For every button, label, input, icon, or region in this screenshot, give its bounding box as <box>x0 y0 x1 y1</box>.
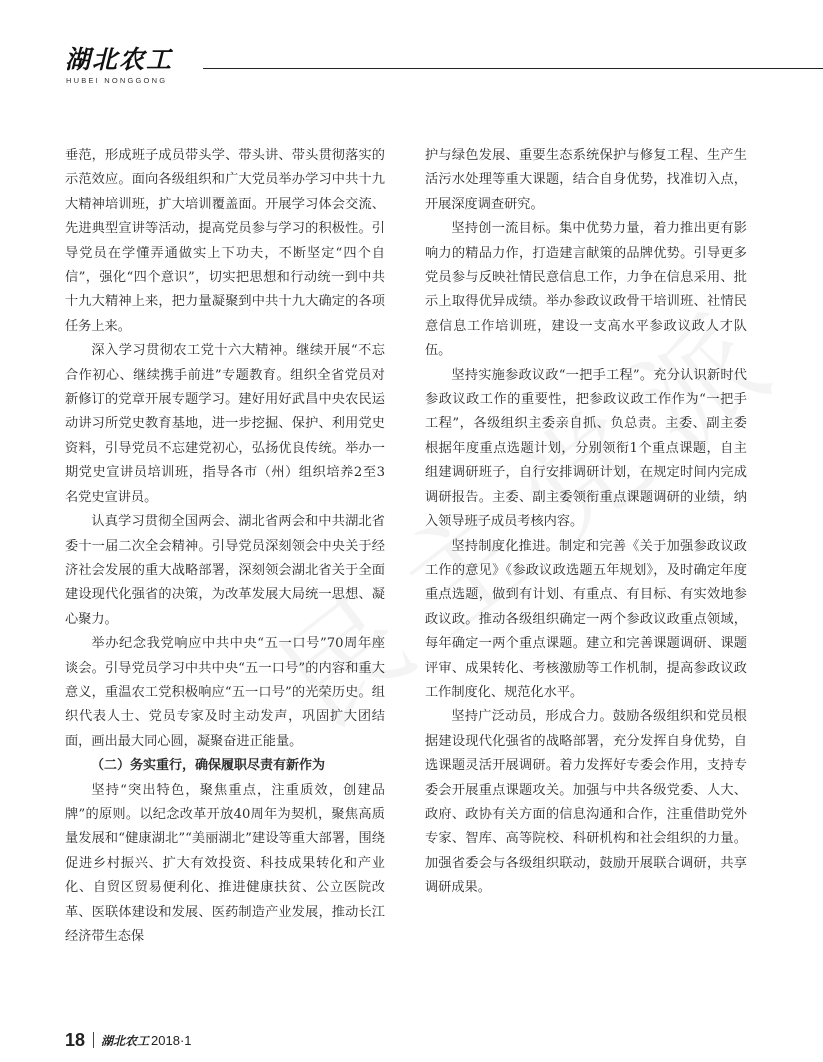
page-number: 18 <box>65 1029 86 1050</box>
masthead <box>65 46 823 86</box>
footer-issue: 2018·1 <box>151 1032 192 1048</box>
magazine-logo-pinyin: HUBEI NONGGONG <box>66 76 168 85</box>
footer-divider <box>93 1032 94 1048</box>
page-footer <box>65 1029 192 1051</box>
left-column <box>65 144 385 949</box>
body-paragraph: 举办纪念我党响应中共中央“五一口号”70周年座谈会。引导党员学习中共中央“五一口号”的内容和重大意义，重温农工党积极响应“五一口号”的光荣历史。组织代表人士、党员专家及时主动发声，巩固扩大团结面，画出最大同心圆，凝聚奋进正能量。 <box>65 636 385 749</box>
body-paragraph: 坚持“突出特色，聚焦重点，注重质效，创建品牌”的原则。以纪念改革开放40周年为契机，聚焦高质量发展和“健康湖北”“美丽湖北”建设等重大部署，围绕促进乡村振兴、扩大有效投资、科技成果转化和产业化、自贸区贸易便利化、推进健康扶贫、公立医院改革、医联体建设和发展、医药制造产业发展，推动长江经济带生态保 <box>65 782 385 944</box>
body-paragraph: 深入学习贯彻农工党十六大精神。继续开展“不忘合作初心、继续携手前进”专题教育。组织全省党员对新修订的党章开展专题学习。建好用好武昌中央农民运动讲习所党史教育基地，进一步挖掘、保护、利用党史资料，引导党员不忘建党初心，弘扬优良传统。举办一期党史宣讲员培训班，指导各市（州）组织培养2至3名党史宣讲员。 <box>65 343 385 505</box>
body-paragraph: 坚持广泛动员，形成合力。鼓励各级组织和党员根据建设现代化强省的战略部署，充分发挥自身优势，自选课题灵活开展调研。着力发挥好专委会作用，支持专委会开展重点课题攻关。加强与中共各级党委、人大、政府、政协有关方面的信息沟通和合作，注重借助党外专家、智库、高等院校、科研机构和社会组织的力量。加强省委会与各级组织联动，鼓励开展联合调研，共享调研成果。 <box>425 709 747 896</box>
right-column <box>425 144 747 901</box>
body-paragraph: 垂范，形成班子成员带头学、带头讲、带头贯彻落实的示范效应。面向各级组织和广大党员举办学习中共十九大精神培训班，扩大培训覆盖面。开展学习体会交流、先进典型宣讲等活动，提高党员参与学习的积极性。引导党员在学懂弄通做实上下功夫，不断坚定“四个自信”，强化“四个意识”，切实把思想和行动统一到中共十九大精神上来，把力量凝聚到中共十九大确定的各项任务上来。 <box>65 148 385 334</box>
footer-magazine-name: 湖北农工 <box>101 1033 150 1048</box>
header-rule <box>203 68 823 69</box>
magazine-logo: 湖北农工 <box>65 45 174 74</box>
body-paragraph: 坚持制度化推进。制定和完善《关于加强参政议政工作的意见》《参政议政选题五年规划》，及时确定年度重点选题，做到有计划、有重点、有目标、有实效地参政议政。推动各级组织确定一两个参政议政重点领域，每年确定一两个重点课题。建立和完善课题调研、课题评审、成果转化、考核激励等工作机制，提高参政议政工作制度化、规范化水平。 <box>425 538 747 700</box>
body-paragraph: 护与绿色发展、重要生态系统保护与修复工程、生产生活污水处理等重大课题，结合自身优势，找准切入点，开展深度调查研究。 <box>425 148 747 212</box>
body-paragraph: 认真学习贯彻全国两会、湖北省两会和中共湖北省委十一届二次全会精神。引导党员深刻领会中央关于经济社会发展的重大战略部署，深刻领会湖北省关于全面建设现代化强省的决策，为改革发展大局统一思想、凝心聚力。 <box>65 514 385 627</box>
body-paragraph: 坚持实施参政议政“一把手工程”。充分认识新时代参政议政工作的重要性，把参政议政工作作为“一把手工程”，各级组织主委亲自抓、负总责。主委、副主委根据年度重点选题计划，分别领衔1个重点课题，自主组建调研班子，自行安排调研计划，在规定时间内完成调研报告。主委、副主委领衔重点课题调研的业绩，纳入领导班子成员考核内容。 <box>425 367 747 530</box>
body-paragraph: 坚持创一流目标。集中优势力量，着力推出更有影响力的精品力作，打造建言献策的品牌优势。引导更多党员参与反映社情民意信息工作，力争在信息采用、批示上取得优异成绩。举办参政议政骨干培训班、社情民意信息工作培训班，建设一支高水平参政议政人才队伍。 <box>425 221 747 359</box>
section-subheading: （二）务实重行，确保履职尽责有新作为 <box>91 758 326 774</box>
